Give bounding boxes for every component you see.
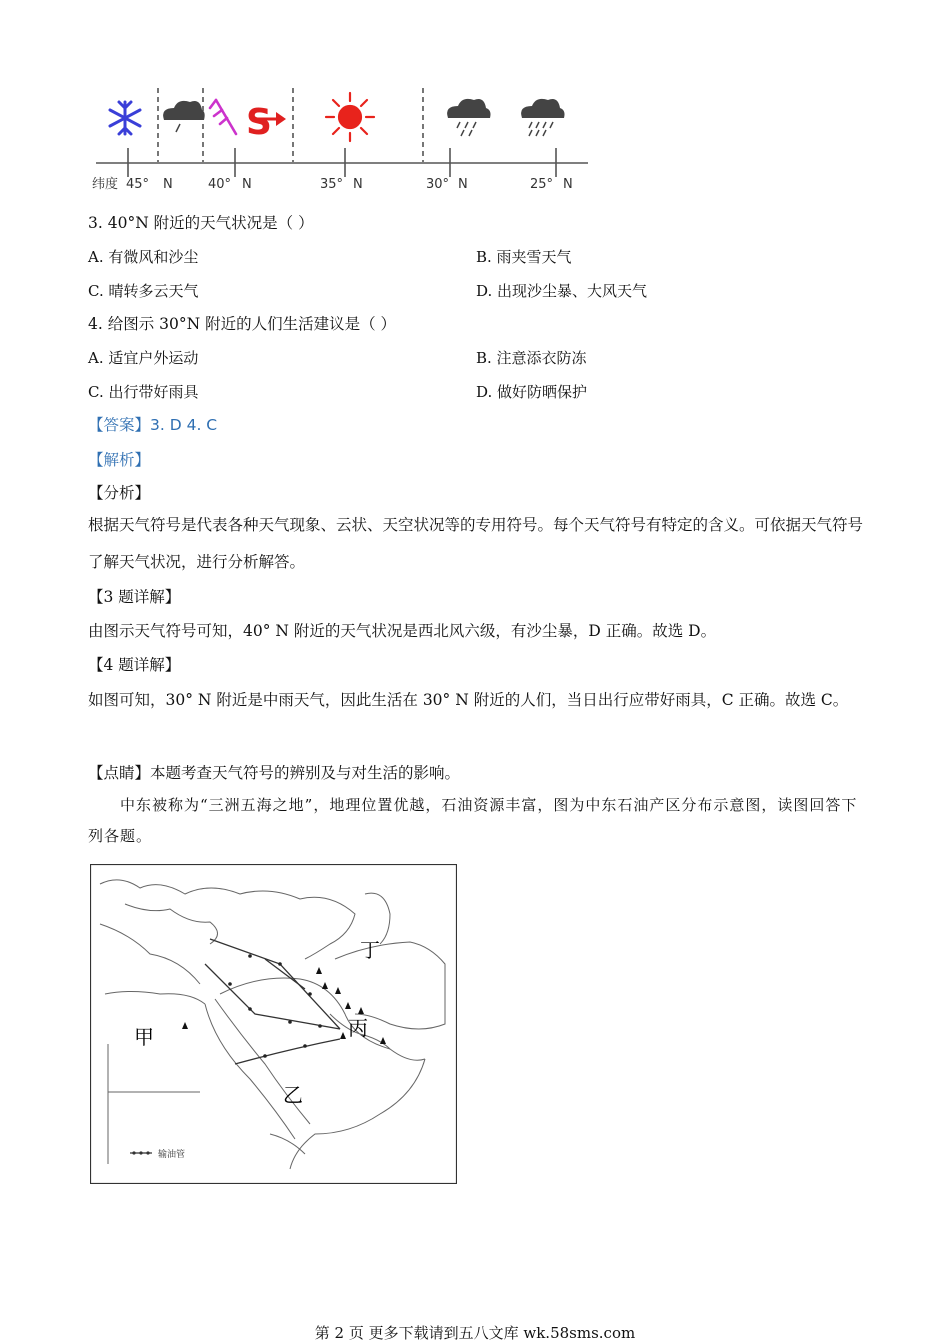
fenxi-text: 根据天气符号是代表各种天气现象、云状、天空状况等的专用符号。每个天气符号有特定的含义。可依据天气符号了解天气状况，进行分析解答。 <box>88 516 864 571</box>
q3-detail-label: 【3 题详解】 <box>88 588 181 606</box>
intro-paragraph: 中东被称为“三洲五海之地”，地理位置优越，石油资源丰富，图为中东石油产区分布示意图，读图回答下列各题。 <box>88 796 858 845</box>
q4-option-d: D. 做好防晒保护 <box>476 383 588 401</box>
sun-icon <box>326 93 374 141</box>
snowflake-icon <box>110 102 140 134</box>
answer-line <box>88 414 217 436</box>
q3-option-a: A. 有微风和沙尘 <box>88 248 199 266</box>
rain-icon <box>163 101 205 132</box>
answer-text: 3. D 4. C <box>150 416 218 434</box>
middle-east-oil-map <box>90 864 457 1184</box>
sandstorm-icon <box>246 102 286 143</box>
weather-symbols-figure <box>88 86 598 198</box>
svg-text:N: N <box>163 177 173 192</box>
heavy-rain-icon <box>521 99 564 136</box>
fenxi-label: 【分析】 <box>88 484 151 502</box>
region-label-bing: 丙 <box>348 1016 368 1040</box>
q4-detail-text: 如图可知，30° N 附近是中雨天气，因此生活在 30° N 附近的人们，当日出行应带好雨具，C 正确。故选 C。 <box>88 691 849 709</box>
q4-stem: 4. 给图示 30°N 附近的人们生活建议是（ ） <box>88 315 397 333</box>
tick-label-40: 40° <box>208 177 232 192</box>
q3-option-c: C. 晴转多云天气 <box>88 282 199 300</box>
q4-detail-label: 【4 题详解】 <box>88 656 181 674</box>
region-label-ding: 丁 <box>360 938 380 962</box>
tick-label-30: 30° <box>426 177 450 192</box>
svg-text:S: S <box>246 102 272 143</box>
svg-text:N: N <box>458 177 468 192</box>
analysis-label: 【解析】 <box>88 451 151 469</box>
tick-label-25: 25° <box>530 177 554 192</box>
q3-option-b: B. 雨夹雪天气 <box>476 248 572 266</box>
wind-icon <box>210 100 236 134</box>
q3-detail-text: 由图示天气符号可知，40° N 附近的天气状况是西北风六级，有沙尘暴，D 正确。故选 D。 <box>88 622 717 640</box>
q4-option-c: C. 出行带好雨具 <box>88 383 199 401</box>
answer-label: 【答案】 <box>88 416 151 434</box>
dianjing-text: 【点睛】本题考查天气符号的辨别及与对生活的影响。 <box>88 764 461 782</box>
legend-label: 输油管 <box>158 1150 186 1160</box>
region-label-jia: 甲 <box>134 1025 154 1049</box>
q3-stem: 3. 40°N 附近的天气状况是（ ） <box>88 214 314 232</box>
svg-text:N: N <box>353 177 363 192</box>
tick-label-35: 35° <box>320 177 344 192</box>
svg-text:N: N <box>563 177 573 192</box>
tick-label-45: 45° <box>126 177 150 192</box>
region-label-yi: 乙 <box>283 1083 303 1107</box>
svg-text:N: N <box>242 177 252 192</box>
moderate-rain-icon <box>447 99 490 136</box>
q4-option-a: A. 适宜户外运动 <box>88 349 199 367</box>
q4-option-b: B. 注意添衣防冻 <box>476 349 587 367</box>
axis-prefix-label: 纬度 <box>92 177 119 192</box>
q3-option-d: D. 出现沙尘暴、大风天气 <box>476 282 648 300</box>
page-footer: 第 2 页 更多下载请到五八文库 wk.58sms.com <box>314 1324 636 1342</box>
